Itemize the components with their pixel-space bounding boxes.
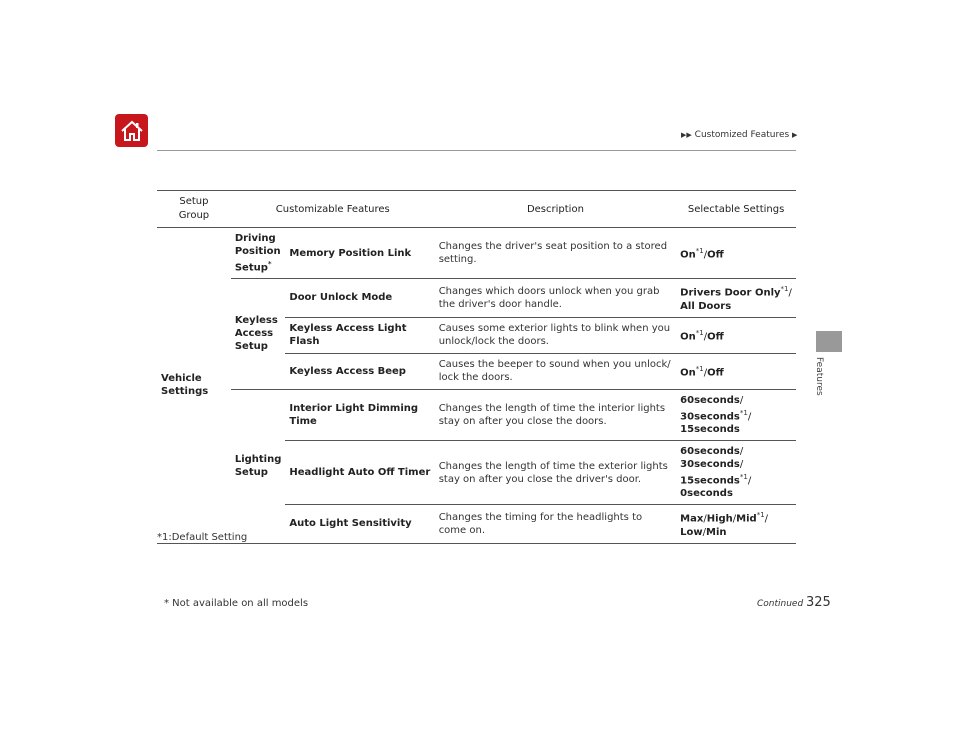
selectable-settings: 60seconds/ 30seconds$^{*1}$/ 15seconds [676, 389, 796, 440]
feature-name: Interior Light Dimming Time [285, 389, 434, 440]
home-button[interactable] [115, 114, 148, 147]
subgroup-driving: Driving Position Setup* [231, 228, 286, 279]
breadcrumb-label: Customized Features [694, 130, 790, 140]
selectable-settings: On$^{*1}$/Off [676, 317, 796, 353]
breadcrumb[interactable] [681, 130, 797, 140]
section-tab[interactable] [816, 331, 842, 352]
breadcrumb-arrow-icon: ▶▶ [681, 131, 692, 139]
home-icon [120, 120, 144, 142]
header-divider [157, 150, 796, 151]
feature-description: Changes the length of time the interior lights stay on after you close the doors. [435, 389, 676, 440]
subgroup-keyless: Keyless Access Setup [231, 279, 286, 389]
feature-description: Causes some exterior lights to blink when you unlock/lock the doors. [435, 317, 676, 353]
selectable-settings: On$^{*1}$/Off [676, 228, 796, 279]
breadcrumb-arrow-icon: ▶ [792, 131, 798, 139]
page-number: 325 [806, 595, 831, 610]
selectable-settings: Drivers Door Only$^{*1}$/ All Doors [676, 279, 796, 317]
feature-description: Causes the beeper to sound when you unlock/ lock the doors. [435, 353, 676, 389]
footnote: *1:Default Setting [157, 532, 248, 543]
table-header-row [157, 191, 796, 228]
feature-description: Changes the timing for the headlights to come on. [435, 505, 676, 543]
feature-name: Auto Light Sensitivity [285, 505, 434, 543]
availability-note: * Not available on all models [164, 598, 309, 609]
feature-name: Headlight Auto Off Timer [285, 440, 434, 504]
feature-name: Door Unlock Mode [285, 279, 434, 317]
feature-description: Changes the driver's seat position to a stored setting. [435, 228, 676, 279]
feature-description: Changes the length of time the exterior lights stay on after you close the driver's door. [435, 440, 676, 504]
selectable-settings: On$^{*1}$/Off [676, 353, 796, 389]
continued-label: Continued [757, 599, 804, 609]
subgroup-lighting: Lighting Setup [231, 389, 286, 543]
header-setup-group: Setup Group [157, 191, 231, 228]
group-vehicle-settings: Vehicle Settings [157, 228, 231, 544]
table-row [157, 389, 796, 440]
settings-table [157, 190, 796, 544]
header-features: Customizable Features [231, 191, 435, 228]
header-description: Description [435, 191, 676, 228]
table-row [157, 279, 796, 317]
selectable-settings: 60seconds/ 30seconds/ 15seconds$^{*1}$/ 0seconds [676, 440, 796, 504]
feature-name: Keyless Access Beep [285, 353, 434, 389]
feature-description: Changes which doors unlock when you grab the driver's door handle. [435, 279, 676, 317]
table-row [157, 228, 796, 279]
header-settings: Selectable Settings [676, 191, 796, 228]
feature-name: Keyless Access Light Flash [285, 317, 434, 353]
feature-name: Memory Position Link [285, 228, 434, 279]
section-label: Features [814, 357, 824, 396]
selectable-settings: Max/High/Mid$^{*1}$/ Low/Min [676, 505, 796, 543]
